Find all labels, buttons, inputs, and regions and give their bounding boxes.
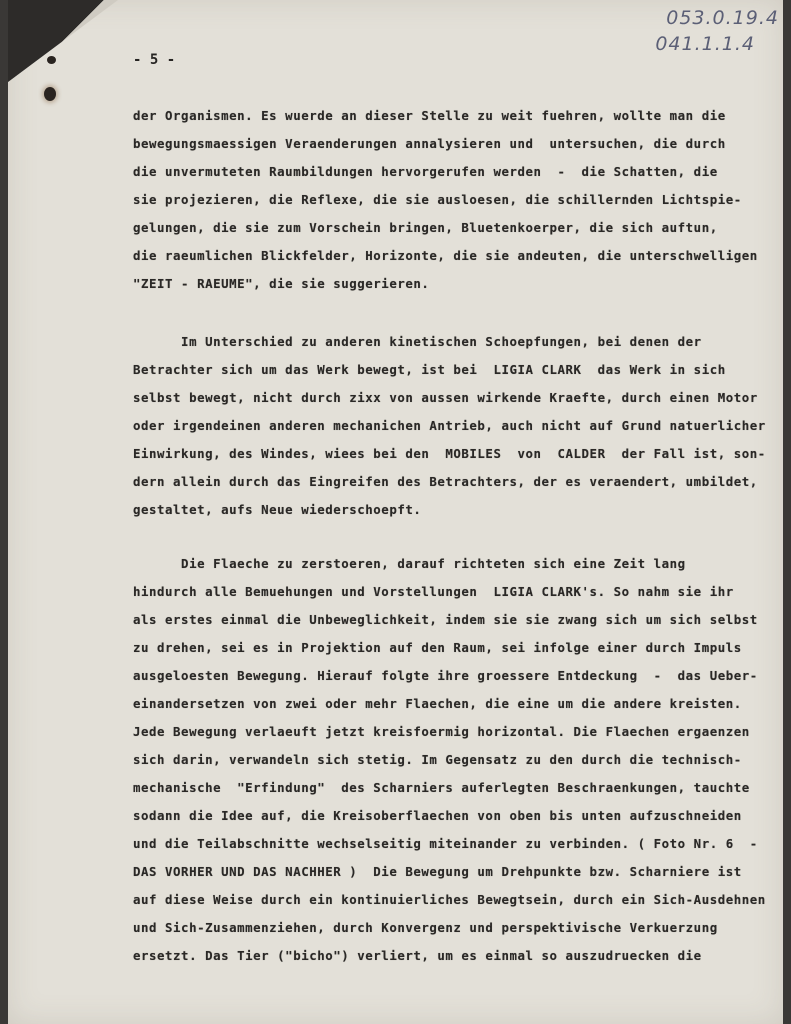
text-line: die unvermuteten Raumbildungen hervorgerufen werden - die Schatten, die <box>133 164 718 179</box>
text-line: mechanische "Erfindung" des Scharniers auferlegten Beschraenkungen, tauchte <box>133 780 750 795</box>
text-line: Jede Bewegung verlaeuft jetzt kreisfoermig horizontal. Die Flaechen ergaenzen <box>133 724 750 739</box>
text-line: Im Unterschied zu anderen kinetischen Schoepfungen, bei denen der <box>133 334 702 349</box>
text-line: und die Teilabschnitte wechselseitig miteinander zu verbinden. ( Foto Nr. 6 - <box>133 836 758 851</box>
text-line: sich darin, verwandeln sich stetig. Im Gegensatz zu den durch die technisch- <box>133 752 742 767</box>
punch-hole <box>47 56 56 64</box>
archive-code-top: 053.0.19.4 <box>666 7 779 29</box>
text-line: gestaltet, aufs Neue wiederschoepft. <box>133 502 422 517</box>
paragraph-1 <box>133 102 773 298</box>
text-line: ausgeloesten Bewegung. Hierauf folgte ihre groessere Entdeckung - das Ueber- <box>133 668 758 683</box>
text-line: Einwirkung, des Windes, wiees bei den MOBILES von CALDER der Fall ist, son- <box>133 446 766 461</box>
text-line: bewegungsmaessigen Veraenderungen annalysieren und untersuchen, die durch <box>133 136 726 151</box>
text-line: und Sich-Zusammenziehen, durch Konvergenz und perspektivische Verkuerzung <box>133 920 718 935</box>
paragraph-2 <box>133 328 773 524</box>
text-line: zu drehen, sei es in Projektion auf den Raum, sei infolge einer durch Impuls <box>133 640 742 655</box>
text-line: als erstes einmal die Unbeweglichkeit, indem sie sie zwang sich um sich selbst <box>133 612 758 627</box>
text-line: selbst bewegt, nicht durch zixx von aussen wirkende Kraefte, durch einen Motor <box>133 390 758 405</box>
text-line: die raeumlichen Blickfelder, Horizonte, die sie andeuten, die unterschwelligen <box>133 248 758 263</box>
text-line: der Organismen. Es wuerde an dieser Stelle zu weit fuehren, wollte man die <box>133 108 726 123</box>
text-line: sie projezieren, die Reflexe, die sie ausloesen, die schillernden Lichtspie- <box>133 192 742 207</box>
text-line: oder irgendeinen anderen mechanichen Antrieb, auch nicht auf Grund natuerlicher <box>133 418 766 433</box>
paragraph-3 <box>133 550 773 970</box>
text-line: DAS VORHER UND DAS NACHHER ) Die Bewegung um Drehpunkte bzw. Scharniere ist <box>133 864 742 879</box>
text-line: Betrachter sich um das Werk bewegt, ist bei LIGIA CLARK das Werk in sich <box>133 362 726 377</box>
page-number: - 5 - <box>133 52 176 68</box>
text-line: Die Flaeche zu zerstoeren, darauf richteten sich eine Zeit lang <box>133 556 686 571</box>
text-line: gelungen, die sie zum Vorschein bringen, Bluetenkoerper, die sich auftun, <box>133 220 718 235</box>
text-line: dern allein durch das Eingreifen des Betrachters, der es veraendert, umbildet, <box>133 474 758 489</box>
text-line: hindurch alle Bemuehungen und Vorstellungen LIGIA CLARK's. So nahm sie ihr <box>133 584 734 599</box>
text-line: einandersetzen von zwei oder mehr Flaechen, die eine um die andere kreisten. <box>133 696 742 711</box>
text-line: ersetzt. Das Tier ("bicho") verliert, um es einmal so auszudruecken die <box>133 948 702 963</box>
archive-code-bottom: 041.1.1.4 <box>655 33 755 55</box>
text-line: sodann die Idee auf, die Kreisoberflaechen von oben bis unten aufzuschneiden <box>133 808 742 823</box>
text-line: "ZEIT - RAEUME", die sie suggerieren. <box>133 276 430 291</box>
punch-hole-rusted <box>44 87 56 101</box>
text-line: auf diese Weise durch ein kontinuierliches Bewegtsein, durch ein Sich-Ausdehnen <box>133 892 766 907</box>
